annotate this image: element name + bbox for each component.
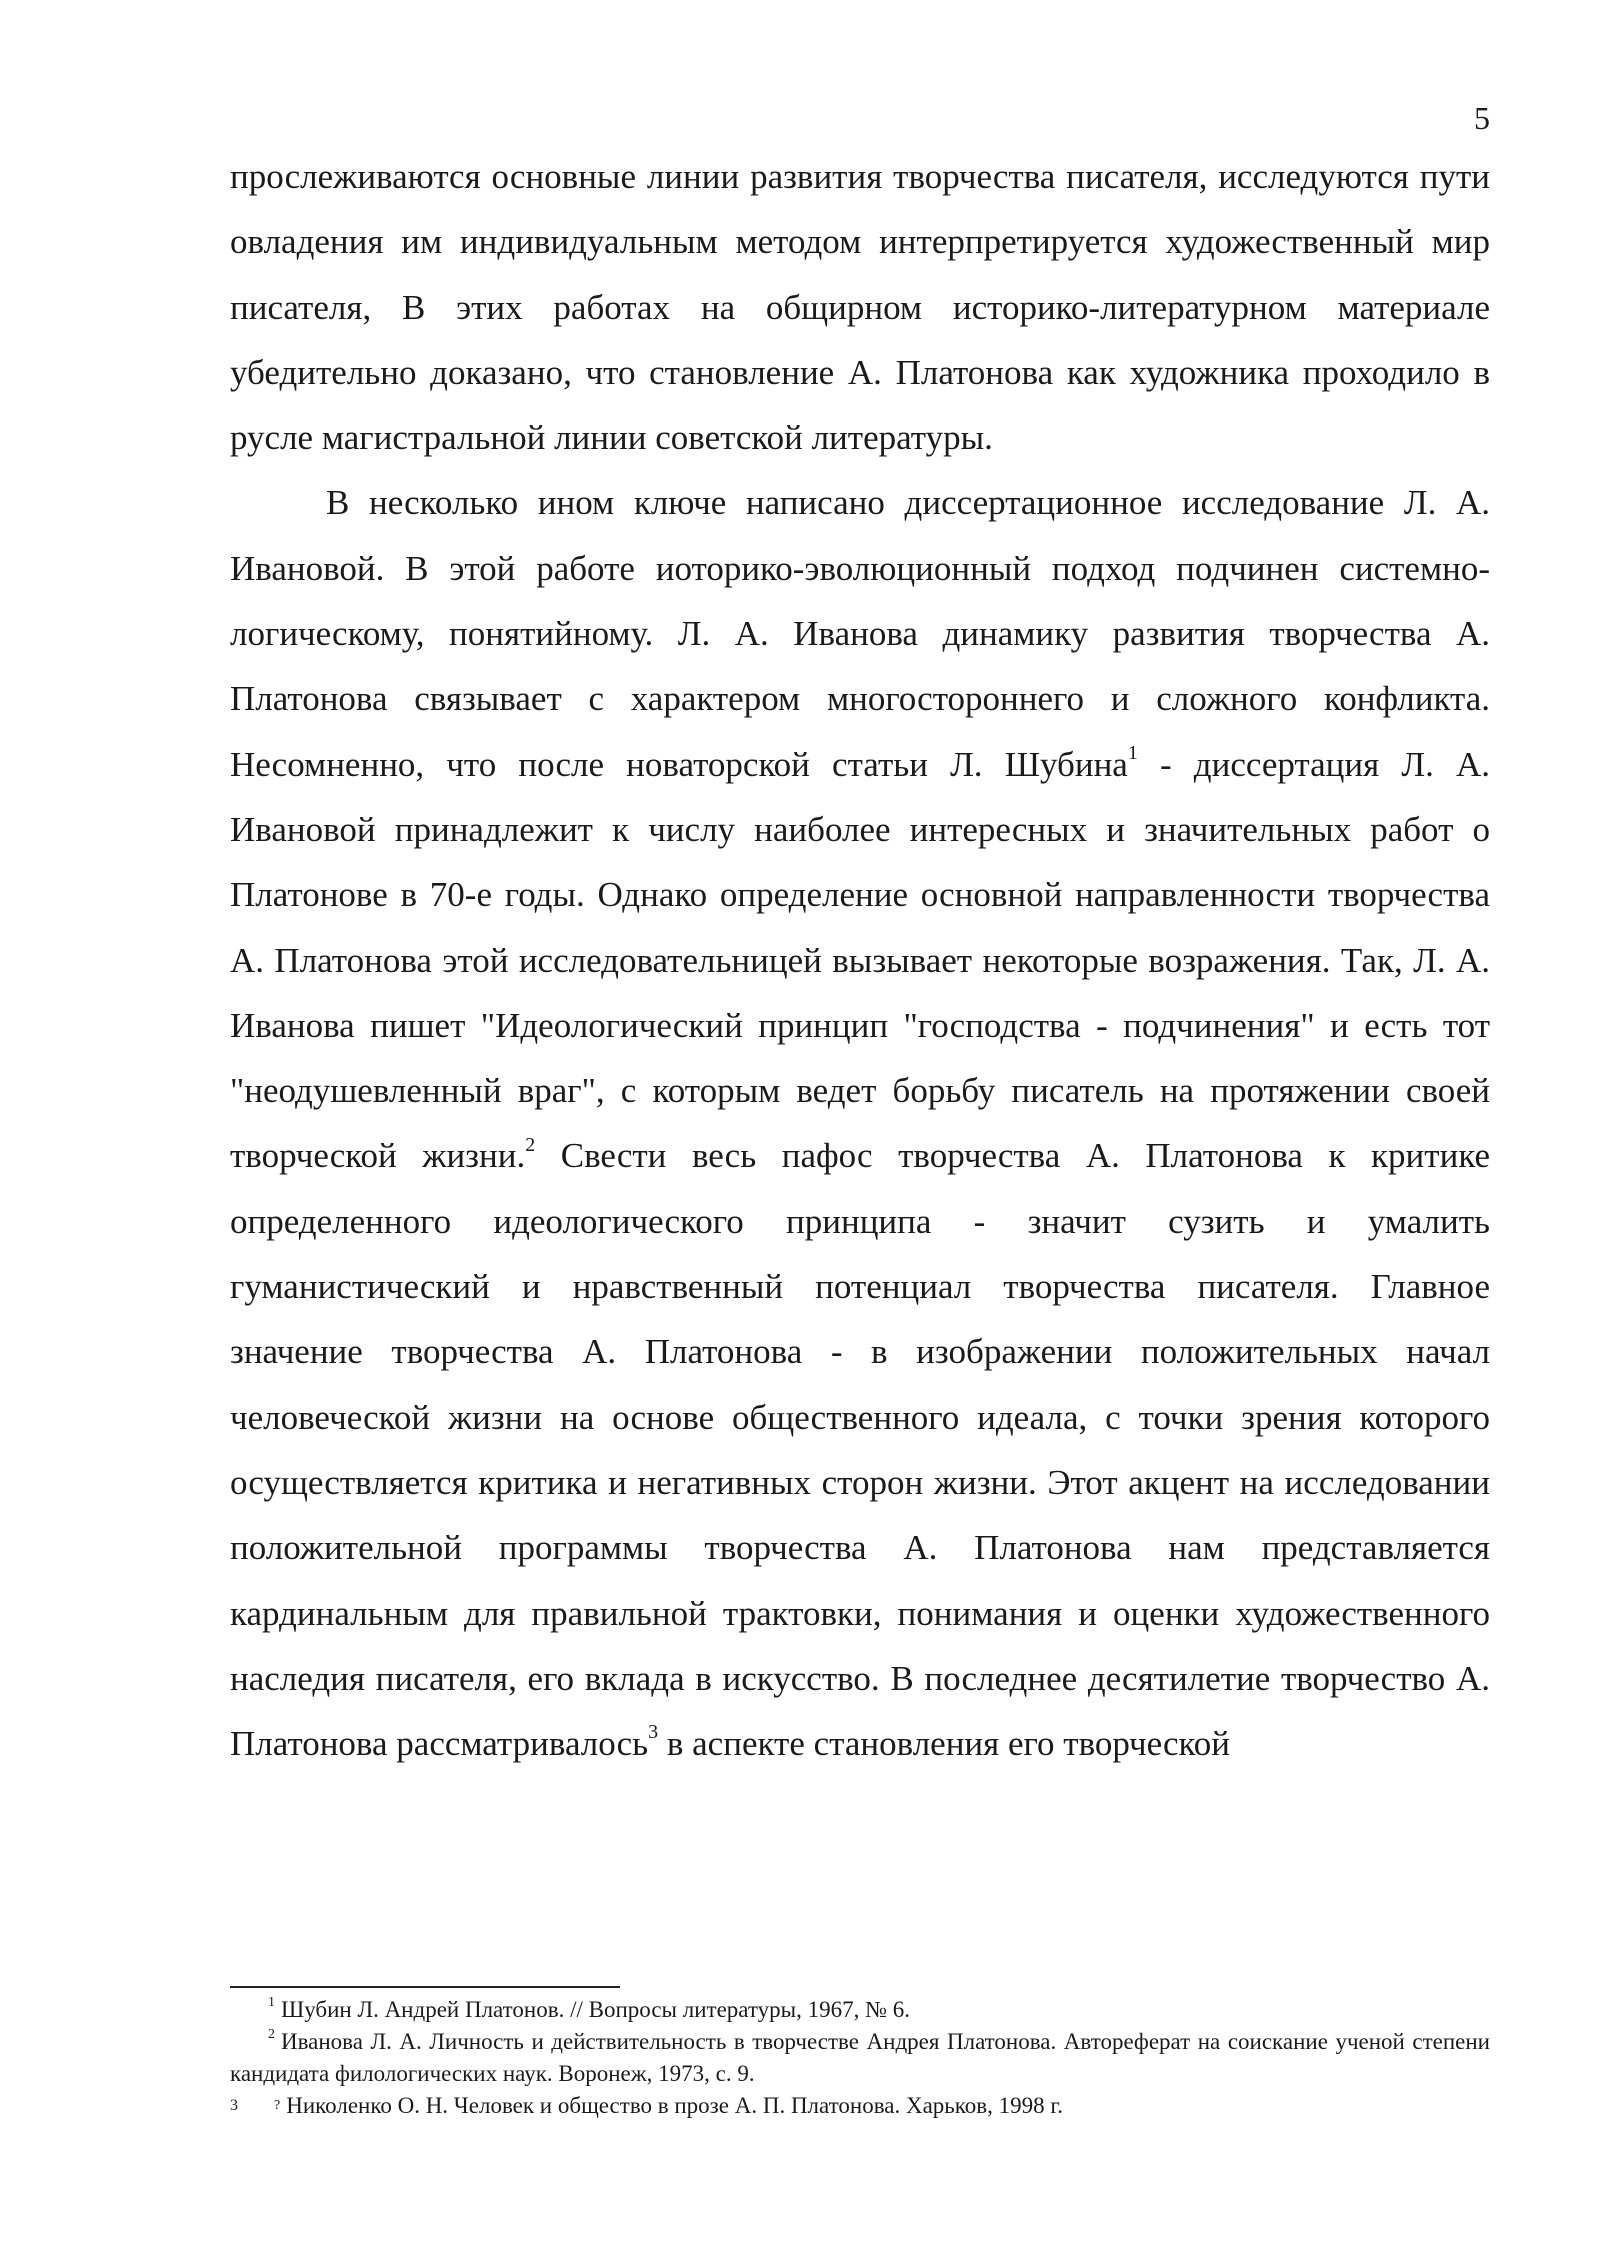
footnote-2	[230, 2026, 1490, 2090]
footnote-3-inner-marker: ?	[274, 2098, 281, 2113]
footnote-ref-2[interactable]: 2	[525, 1133, 536, 1156]
paragraph-2-part-1: В несколько ином ключе написано диссертационное исследование Л. А. Ивановой. В этой работе иоторико-эволюционный подход подчинен системно-логическому, понятийному. Л. А. Иванова динамику развития творчества А. Платонова связывает с характером многостороннего и сложного конфликта. Несомненно, что после новаторской статьи Л. Шубина	[230, 483, 1490, 784]
footnotes	[230, 1994, 1490, 2126]
paragraph-2	[230, 470, 1490, 1776]
paragraph-2-part-2: - диссертация Л. А. Ивановой принадлежит к числу наиболее интересных и значительных работ о Платонове в 70-е годы. Однако определение основной направленности творчества А. Платонова этой исследовательницей вызывает некоторые возражения. Так, Л. А. Иванова пишет "Идеологический принцип "господства - подчинения" и есть тот "неодушевленный враг", с которым ведет борьбу писатель на протяжении своей творческой жизни.	[230, 744, 1491, 1176]
footnote-2-text: Иванова Л. А. Личность и действительность в творчестве Андрея Платонова. Автореферат на соискание ученой степени кандидата филологических наук. Воронеж, 1973, с. 9.	[230, 2029, 1490, 2086]
paragraph-2-part-3: Свести весь пафос творчества А. Платонова к критике определенного идеологического принципа - значит сузить и умалить гуманистический и нравственный потенциал творчества писателя. Главное значение творчества А. Платонова - в изображении положительных начал человеческой жизни на основе общественного идеала, с точки зрения которого осуществляется критика и негативных сторон жизни. Этот акцент на исследовании положительной программы творчества А. Платонова нам представляется кардинальным для правильной трактовки, понимания и оценки художественного наследия писателя, его вклада в искусство. В последнее десятилетие творчество А. Платонова рассматривалось	[230, 1136, 1490, 1764]
footnote-1-text: Шубин Л. Андрей Платонов. // Вопросы литературы, 1967, № 6.	[281, 1997, 911, 2022]
footnote-3-marker: 3	[230, 2097, 238, 2114]
body-text	[230, 144, 1490, 1776]
footnote-3-text: Николенко О. Н. Человек и общество в прозе А. П. Платонова. Харьков, 1998 г.	[286, 2093, 1063, 2118]
footnote-1-marker: 1	[268, 1995, 275, 2011]
paragraph-1: прослеживаются основные линии развития творчества писателя, исследуются пути овладения им индивидуальным методом интерпретируется художественный мир писателя, В этих работах на общирном историко-литературном материале убедительно доказано, что становление А. Платонова как художника проходило в русле магистральной линии советской литературы.	[230, 157, 1490, 458]
footnote-ref-1[interactable]: 1	[1127, 742, 1138, 765]
paragraph-2-part-4: в аспекте становления его творческой	[658, 1724, 1230, 1764]
footnote-separator	[230, 1986, 620, 1988]
page-number: 5	[1474, 100, 1490, 136]
footnote-3	[230, 2090, 1490, 2126]
footnote-1	[230, 1994, 1490, 2026]
footnote-ref-3[interactable]: 3	[648, 1721, 659, 1744]
footnote-2-marker: 2	[268, 2027, 275, 2043]
